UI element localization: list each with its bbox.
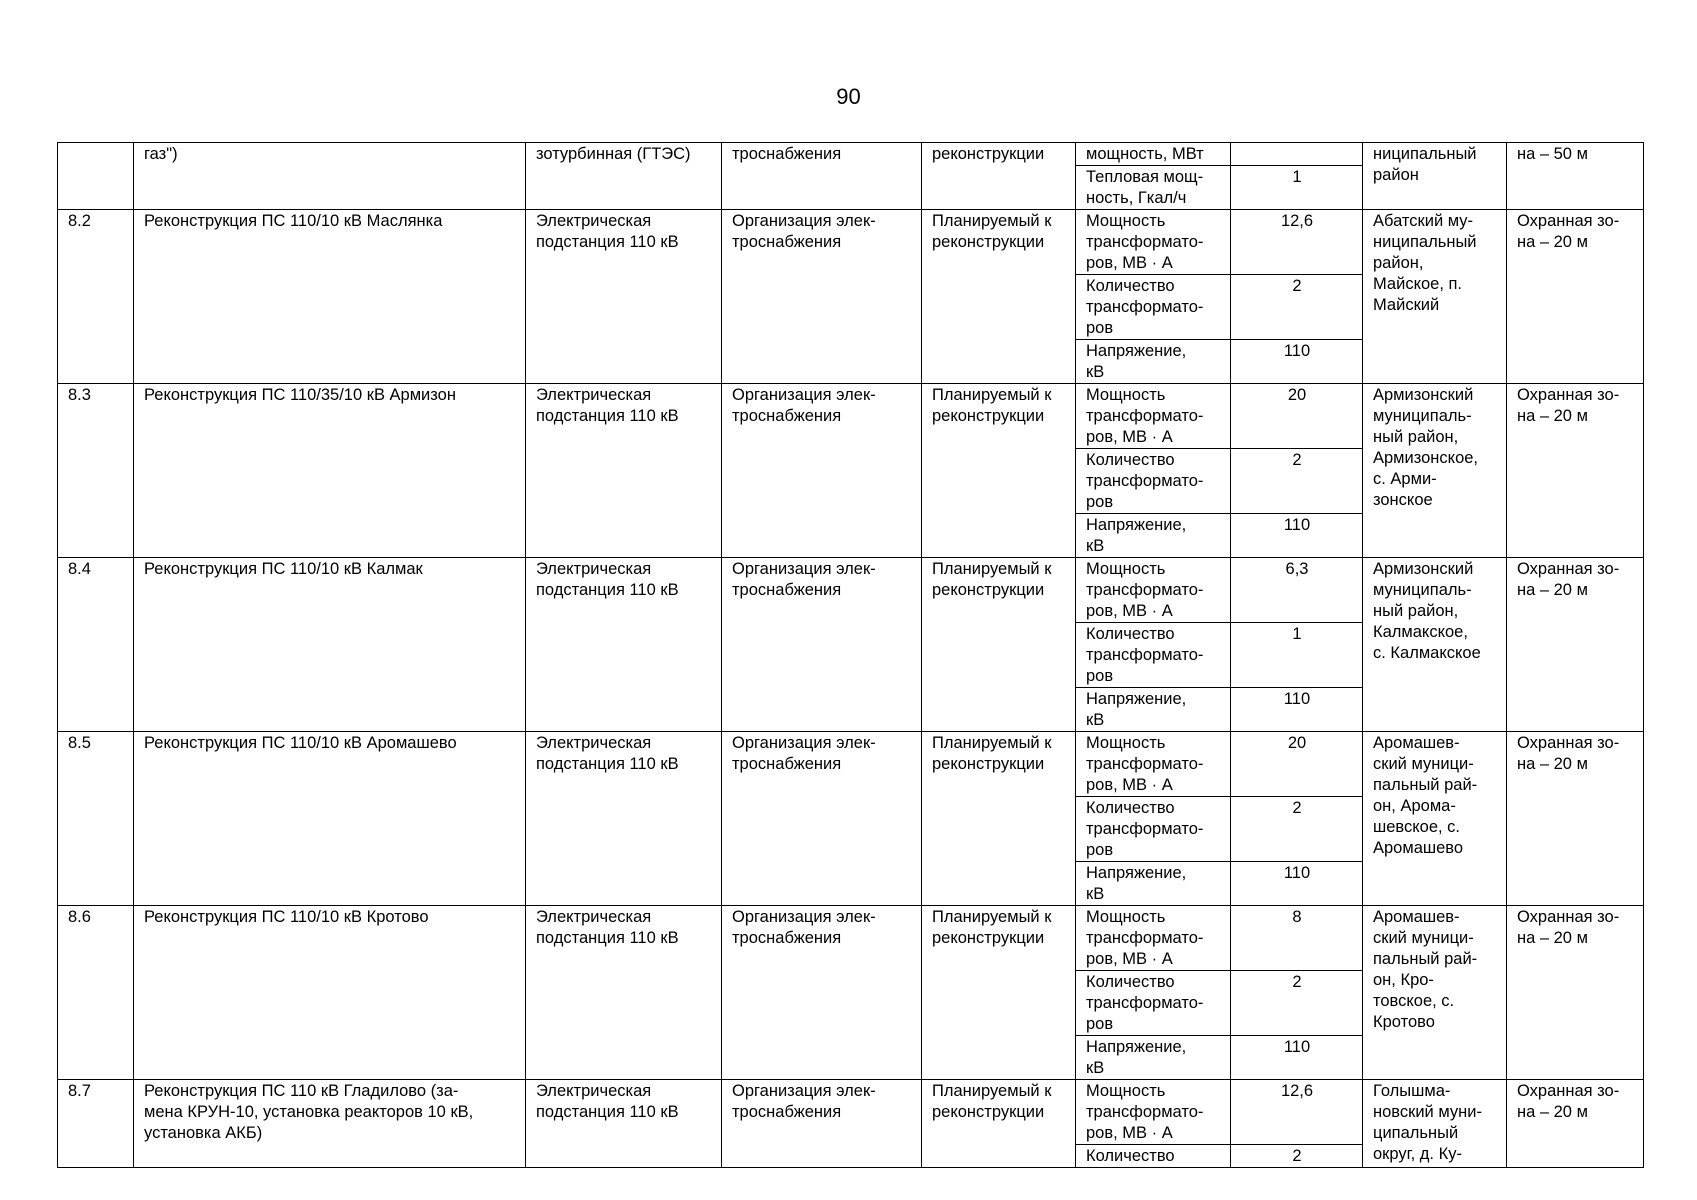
zone-cell: Охранная зо- на – 20 м bbox=[1507, 210, 1644, 384]
parameter-value-cell: 110 bbox=[1231, 514, 1363, 558]
table-row bbox=[58, 732, 1644, 797]
zone-cell: на – 50 м bbox=[1507, 143, 1644, 210]
parameter-value-cell: 1 bbox=[1231, 623, 1363, 688]
object-type-cell: зотурбинная (ГТЭС) bbox=[526, 143, 722, 210]
row-number-cell: 8.7 bbox=[58, 1080, 134, 1168]
parameter-name-cell: Количество трансформато- ров bbox=[1076, 971, 1231, 1036]
parameter-name-cell: Мощность трансформато- ров, МВ · А bbox=[1076, 558, 1231, 623]
object-type-cell: Электрическая подстанция 110 кВ bbox=[526, 1080, 722, 1168]
parameter-value-cell: 12,6 bbox=[1231, 1080, 1363, 1145]
object-type-cell: Электрическая подстанция 110 кВ bbox=[526, 384, 722, 558]
parameter-value-cell: 20 bbox=[1231, 384, 1363, 449]
parameter-value-cell: 110 bbox=[1231, 340, 1363, 384]
parameter-value-cell: 2 bbox=[1231, 275, 1363, 340]
purpose-cell: Организация элек- троснабжения bbox=[722, 906, 922, 1080]
parameter-name-cell: Количество bbox=[1076, 1145, 1231, 1168]
table-row bbox=[58, 906, 1644, 971]
row-number-cell: 8.4 bbox=[58, 558, 134, 732]
object-type-cell: Электрическая подстанция 110 кВ bbox=[526, 732, 722, 906]
purpose-cell: Организация элек- троснабжения bbox=[722, 558, 922, 732]
purpose-cell: Организация элек- троснабжения bbox=[722, 1080, 922, 1168]
object-name-cell: газ") bbox=[134, 143, 526, 210]
zone-cell: Охранная зо- на – 20 м bbox=[1507, 384, 1644, 558]
parameter-value-cell: 6,3 bbox=[1231, 558, 1363, 623]
row-number-cell: 8.5 bbox=[58, 732, 134, 906]
page-number: 90 bbox=[836, 84, 861, 109]
object-type-cell: Электрическая подстанция 110 кВ bbox=[526, 210, 722, 384]
table-row bbox=[58, 558, 1644, 623]
row-number-cell: 8.6 bbox=[58, 906, 134, 1080]
parameter-value-cell: 2 bbox=[1231, 797, 1363, 862]
zone-cell: Охранная зо- на – 20 м bbox=[1507, 558, 1644, 732]
parameter-value-cell: 12,6 bbox=[1231, 210, 1363, 275]
status-cell: Планируемый к реконструкции bbox=[922, 384, 1076, 558]
parameter-name-cell: Напряжение, кВ bbox=[1076, 1036, 1231, 1080]
status-cell: Планируемый к реконструкции bbox=[922, 558, 1076, 732]
parameter-value-cell bbox=[1231, 143, 1363, 166]
parameter-name-cell: Количество трансформато- ров bbox=[1076, 449, 1231, 514]
location-cell: Армизонский муниципаль- ный район, Армизонское, с. Арми- зонское bbox=[1363, 384, 1507, 558]
status-cell: реконструкции bbox=[922, 143, 1076, 210]
parameter-name-cell: Количество трансформато- ров bbox=[1076, 275, 1231, 340]
parameter-value-cell: 110 bbox=[1231, 862, 1363, 906]
object-name-cell: Реконструкция ПС 110/35/10 кВ Армизон bbox=[134, 384, 526, 558]
table-row bbox=[58, 384, 1644, 449]
location-cell: Голышма- новский муни- ципальный округ, д. Ку- bbox=[1363, 1080, 1507, 1168]
parameter-name-cell: мощность, МВт bbox=[1076, 143, 1231, 166]
object-name-cell: Реконструкция ПС 110/10 кВ Аромашево bbox=[134, 732, 526, 906]
parameter-value-cell: 2 bbox=[1231, 971, 1363, 1036]
status-cell: Планируемый к реконструкции bbox=[922, 906, 1076, 1080]
table-body bbox=[58, 143, 1644, 1168]
purpose-cell: Организация элек- троснабжения bbox=[722, 732, 922, 906]
parameter-value-cell: 1 bbox=[1231, 166, 1363, 210]
object-name-cell: Реконструкция ПС 110/10 кВ Кротово bbox=[134, 906, 526, 1080]
parameter-name-cell: Мощность трансформато- ров, МВ · А bbox=[1076, 210, 1231, 275]
table-row bbox=[58, 143, 1644, 166]
parameter-value-cell: 2 bbox=[1231, 449, 1363, 514]
parameter-name-cell: Количество трансформато- ров bbox=[1076, 797, 1231, 862]
zone-cell: Охранная зо- на – 20 м bbox=[1507, 732, 1644, 906]
row-number-cell: 8.3 bbox=[58, 384, 134, 558]
object-type-cell: Электрическая подстанция 110 кВ bbox=[526, 558, 722, 732]
location-cell: Абатский му- ниципальный район, Майское, п. Майский bbox=[1363, 210, 1507, 384]
object-name-cell: Реконструкция ПС 110/10 кВ Калмак bbox=[134, 558, 526, 732]
parameter-value-cell: 110 bbox=[1231, 1036, 1363, 1080]
status-cell: Планируемый к реконструкции bbox=[922, 1080, 1076, 1168]
facilities-table bbox=[57, 142, 1644, 1168]
parameter-name-cell: Напряжение, кВ bbox=[1076, 688, 1231, 732]
location-cell: Аромашев- ский муници- пальный рай- он, Арома- шевское, с. Аромашево bbox=[1363, 732, 1507, 906]
parameter-name-cell: Напряжение, кВ bbox=[1076, 340, 1231, 384]
parameter-value-cell: 8 bbox=[1231, 906, 1363, 971]
purpose-cell: Организация элек- троснабжения bbox=[722, 384, 922, 558]
parameter-name-cell: Мощность трансформато- ров, МВ · А bbox=[1076, 906, 1231, 971]
location-cell: Армизонский муниципаль- ный район, Калмакское, с. Калмакское bbox=[1363, 558, 1507, 732]
parameter-value-cell: 2 bbox=[1231, 1145, 1363, 1168]
parameter-name-cell: Тепловая мощ- ность, Гкал/ч bbox=[1076, 166, 1231, 210]
parameter-name-cell: Мощность трансформато- ров, МВ · А bbox=[1076, 732, 1231, 797]
object-name-cell: Реконструкция ПС 110/10 кВ Маслянка bbox=[134, 210, 526, 384]
object-type-cell: Электрическая подстанция 110 кВ bbox=[526, 906, 722, 1080]
parameter-name-cell: Напряжение, кВ bbox=[1076, 862, 1231, 906]
status-cell: Планируемый к реконструкции bbox=[922, 210, 1076, 384]
location-cell: ниципальный район bbox=[1363, 143, 1507, 210]
purpose-cell: Организация элек- троснабжения bbox=[722, 210, 922, 384]
location-cell: Аромашев- ский муници- пальный рай- он, Кро- товское, с. Кротово bbox=[1363, 906, 1507, 1080]
zone-cell: Охранная зо- на – 20 м bbox=[1507, 906, 1644, 1080]
zone-cell: Охранная зо- на – 20 м bbox=[1507, 1080, 1644, 1168]
table-row bbox=[58, 210, 1644, 275]
parameter-name-cell: Мощность трансформато- ров, МВ · А bbox=[1076, 384, 1231, 449]
object-name-cell: Реконструкция ПС 110 кВ Гладилово (за- мена КРУН-10, установка реакторов 10 кВ, установка АКБ) bbox=[134, 1080, 526, 1168]
parameter-name-cell: Количество трансформато- ров bbox=[1076, 623, 1231, 688]
table-row bbox=[58, 1080, 1644, 1145]
status-cell: Планируемый к реконструкции bbox=[922, 732, 1076, 906]
parameter-value-cell: 20 bbox=[1231, 732, 1363, 797]
parameter-name-cell: Напряжение, кВ bbox=[1076, 514, 1231, 558]
parameter-value-cell: 110 bbox=[1231, 688, 1363, 732]
purpose-cell: троснабжения bbox=[722, 143, 922, 210]
parameter-name-cell: Мощность трансформато- ров, МВ · А bbox=[1076, 1080, 1231, 1145]
row-number-cell: 8.2 bbox=[58, 210, 134, 384]
row-number-cell bbox=[58, 143, 134, 210]
